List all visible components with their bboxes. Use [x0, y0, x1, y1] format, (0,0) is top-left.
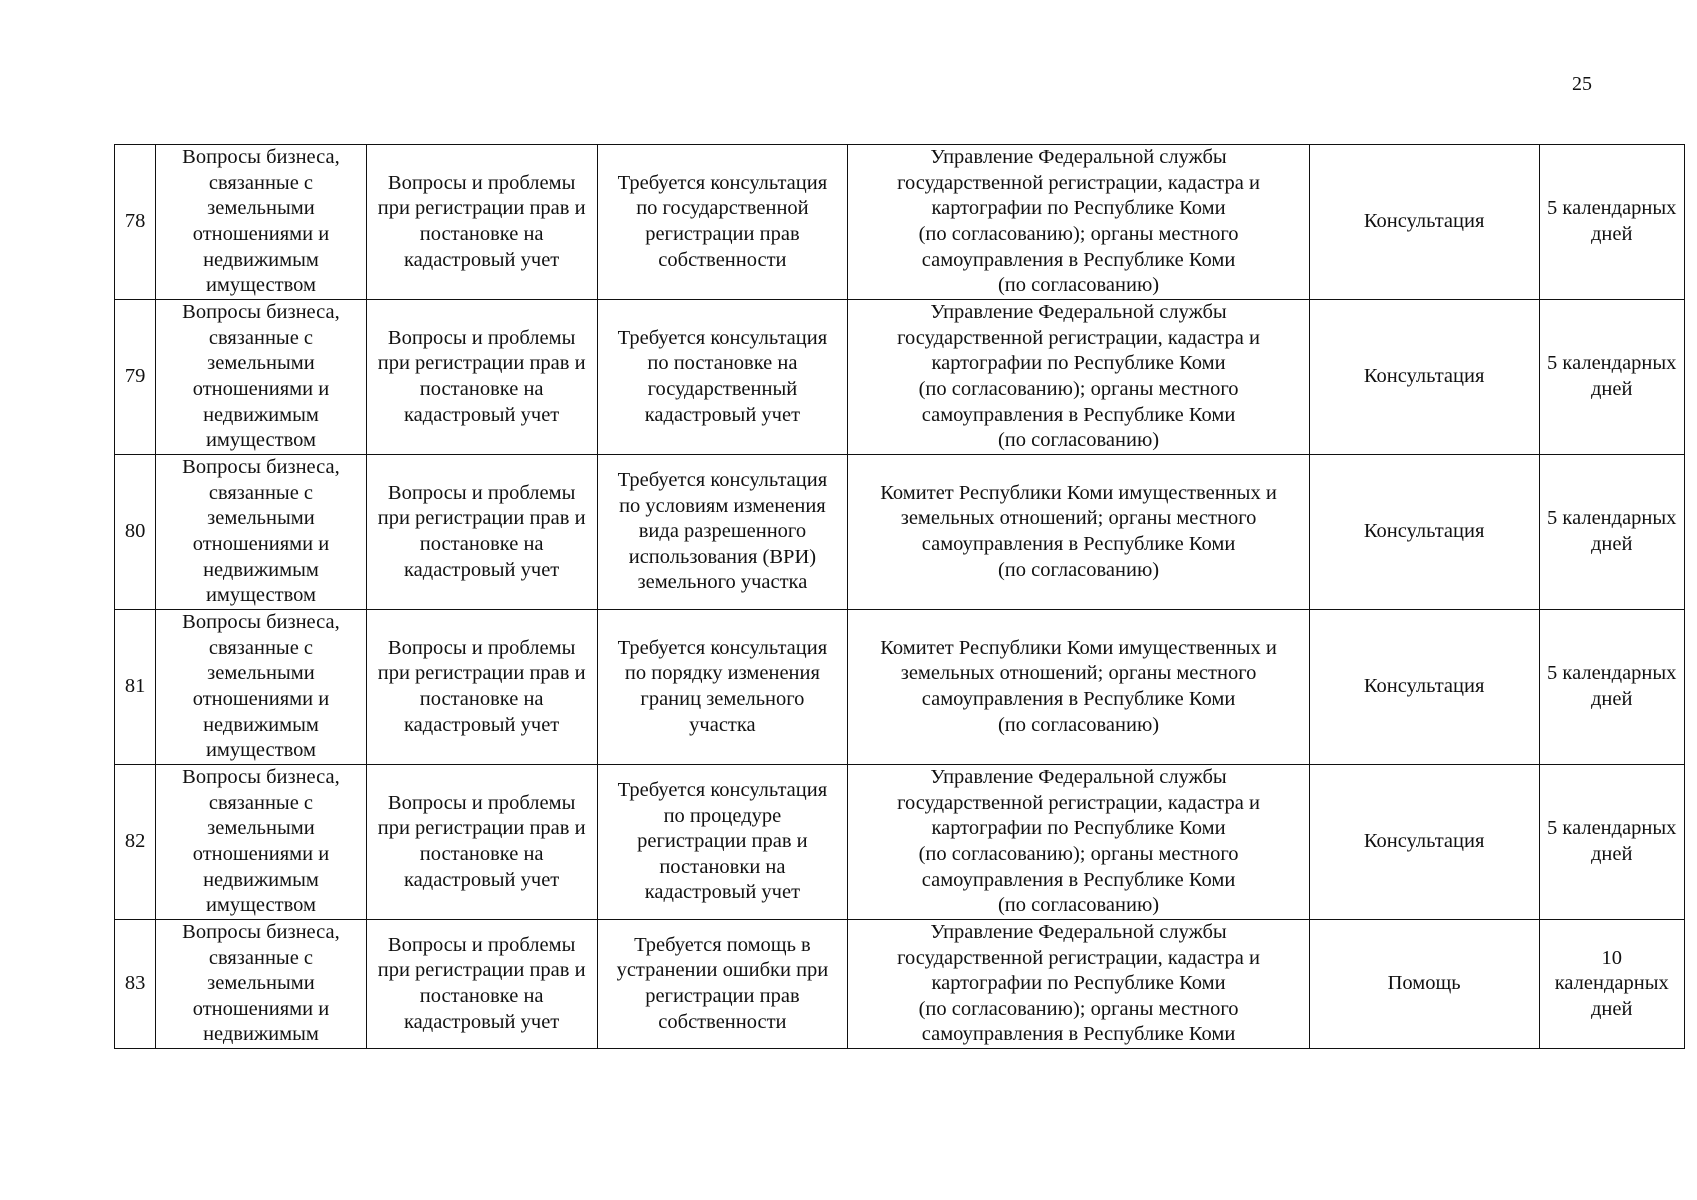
issue-category: Вопросы бизнеса, связанные с земельными отношениями и недвижимым имуществом [156, 765, 367, 920]
required-support: Требуется помощь в устранении ошибки при регистрации прав собственности [597, 920, 848, 1049]
table-row [115, 920, 1685, 1049]
table-row [115, 610, 1685, 765]
problem-description: Вопросы и проблемы при регистрации прав и постановке на кадастровый учет [366, 300, 597, 455]
required-support: Требуется консультация по постановке на государственный кадастровый учет [597, 300, 848, 455]
issue-category: Вопросы бизнеса, связанные с земельными отношениями и недвижимым имуществом [156, 610, 367, 765]
row-number: 83 [115, 920, 156, 1049]
response-term: 5 календарных дней [1539, 300, 1685, 455]
problem-description: Вопросы и проблемы при регистрации прав и постановке на кадастровый учет [366, 145, 597, 300]
support-form: Помощь [1309, 920, 1539, 1049]
issue-category: Вопросы бизнеса, связанные с земельными отношениями и недвижимым имуществом [156, 300, 367, 455]
response-term: 5 календарных дней [1539, 145, 1685, 300]
issue-category: Вопросы бизнеса, связанные с земельными отношениями и недвижимым [156, 920, 367, 1049]
measures-table [114, 144, 1685, 1049]
table-row [115, 455, 1685, 610]
support-form: Консультация [1309, 455, 1539, 610]
row-number: 81 [115, 610, 156, 765]
issue-category: Вопросы бизнеса, связанные с земельными отношениями и недвижимым имуществом [156, 145, 367, 300]
required-support: Требуется консультация по условиям изменения вида разрешенного использования (ВРИ) земельного участка [597, 455, 848, 610]
table-row [115, 300, 1685, 455]
required-support: Требуется консультация по порядку изменения границ земельного участка [597, 610, 848, 765]
row-number: 79 [115, 300, 156, 455]
table-row [115, 765, 1685, 920]
row-number: 82 [115, 765, 156, 920]
response-term: 5 календарных дней [1539, 610, 1685, 765]
responsible-organization: Комитет Республики Коми имущественных и земельных отношений; органы местного самоуправления в Республике Коми (по согласованию) [848, 455, 1309, 610]
response-term: 5 календарных дней [1539, 455, 1685, 610]
support-form: Консультация [1309, 610, 1539, 765]
responsible-organization: Управление Федеральной службы государственной регистрации, кадастра и картографии по Республике Коми (по согласованию); органы местного самоуправления в Республике Коми [848, 920, 1309, 1049]
problem-description: Вопросы и проблемы при регистрации прав и постановке на кадастровый учет [366, 455, 597, 610]
responsible-organization: Управление Федеральной службы государственной регистрации, кадастра и картографии по Республике Коми (по согласованию); органы местного самоуправления в Республике Коми (по согласованию) [848, 300, 1309, 455]
responsible-organization: Управление Федеральной службы государственной регистрации, кадастра и картографии по Республике Коми (по согласованию); органы местного самоуправления в Республике Коми (по согласованию) [848, 765, 1309, 920]
issue-category: Вопросы бизнеса, связанные с земельными отношениями и недвижимым имуществом [156, 455, 367, 610]
table-row [115, 145, 1685, 300]
problem-description: Вопросы и проблемы при регистрации прав и постановке на кадастровый учет [366, 920, 597, 1049]
row-number: 78 [115, 145, 156, 300]
responsible-organization: Управление Федеральной службы государственной регистрации, кадастра и картографии по Республике Коми (по согласованию); органы местного самоуправления в Республике Коми (по согласованию) [848, 145, 1309, 300]
required-support: Требуется консультация по государственной регистрации прав собственности [597, 145, 848, 300]
row-number: 80 [115, 455, 156, 610]
support-form: Консультация [1309, 300, 1539, 455]
response-term: 5 календарных дней [1539, 765, 1685, 920]
response-term: 10 календарных дней [1539, 920, 1685, 1049]
problem-description: Вопросы и проблемы при регистрации прав и постановке на кадастровый учет [366, 765, 597, 920]
support-form: Консультация [1309, 145, 1539, 300]
required-support: Требуется консультация по процедуре регистрации прав и постановки на кадастровый учет [597, 765, 848, 920]
page-number: 25 [1572, 73, 1592, 95]
responsible-organization: Комитет Республики Коми имущественных и земельных отношений; органы местного самоуправления в Республике Коми (по согласованию) [848, 610, 1309, 765]
support-form: Консультация [1309, 765, 1539, 920]
problem-description: Вопросы и проблемы при регистрации прав и постановке на кадастровый учет [366, 610, 597, 765]
